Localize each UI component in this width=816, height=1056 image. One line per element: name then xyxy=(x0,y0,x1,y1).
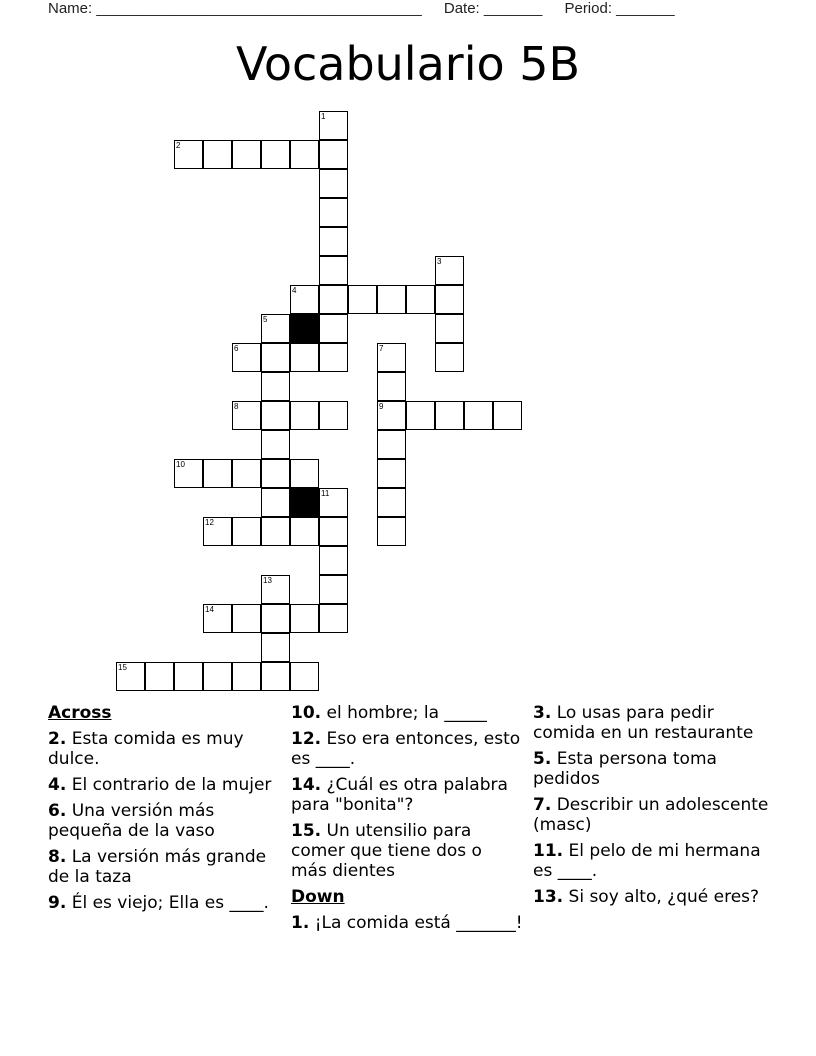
date-field[interactable]: Date: _______ xyxy=(443,0,543,17)
name-field[interactable]: Name: _______________________________________ xyxy=(48,0,422,17)
crossword-cell[interactable] xyxy=(203,604,232,633)
clue-number: 5 xyxy=(263,315,268,324)
crossword-cell[interactable] xyxy=(290,662,319,691)
clue-number: 9 xyxy=(379,402,384,411)
crossword-cell[interactable] xyxy=(406,285,435,314)
crossword-cell[interactable] xyxy=(319,140,348,169)
clue-number: 11 xyxy=(321,489,330,498)
crossword-cell[interactable] xyxy=(435,343,464,372)
crossword-cell[interactable] xyxy=(319,343,348,372)
crossword-cell[interactable] xyxy=(319,575,348,604)
crossword-cell[interactable] xyxy=(145,662,174,691)
crossword-cell[interactable] xyxy=(232,459,261,488)
crossword-cell[interactable] xyxy=(319,401,348,430)
clue-column-1 xyxy=(48,703,280,919)
clue-across-12: 12. Eso era entonces, esto es ____. xyxy=(291,729,521,769)
crossword-cell[interactable] xyxy=(290,401,319,430)
crossword-cell[interactable] xyxy=(232,662,261,691)
down-heading: Down xyxy=(291,887,345,907)
crossword-cell[interactable] xyxy=(377,430,406,459)
crossword-cell[interactable] xyxy=(261,604,290,633)
crossword-cell[interactable] xyxy=(290,517,319,546)
clue-number: 13 xyxy=(263,576,272,585)
crossword-cell[interactable] xyxy=(261,633,290,662)
crossword-cell[interactable] xyxy=(377,285,406,314)
crossword-cell[interactable] xyxy=(377,343,406,372)
crossword-cell[interactable] xyxy=(174,662,203,691)
crossword-cell[interactable] xyxy=(174,459,203,488)
crossword-cell[interactable] xyxy=(261,575,290,604)
crossword-cell[interactable] xyxy=(464,401,493,430)
clue-across-4: 4. El contrario de la mujer xyxy=(48,775,272,795)
crossword-cell[interactable] xyxy=(261,662,290,691)
clue-across-10: 10. el hombre; la _____ xyxy=(291,703,487,723)
clue-down-1: 1. ¡La comida está _______! xyxy=(291,913,523,933)
crossword-cell[interactable] xyxy=(406,401,435,430)
across-heading: Across xyxy=(48,703,112,723)
clue-across-2: 2. Esta comida es muy dulce. xyxy=(48,729,244,769)
crossword-cell[interactable] xyxy=(290,285,319,314)
clue-number: 15 xyxy=(118,663,127,672)
clue-down-5: 5. Esta persona toma pedidos xyxy=(533,749,717,789)
crossword-cell[interactable] xyxy=(377,517,406,546)
clue-column-2 xyxy=(291,703,523,939)
crossword-cell[interactable] xyxy=(377,372,406,401)
clue-number: 4 xyxy=(292,286,297,295)
crossword-cell[interactable] xyxy=(319,314,348,343)
crossword-cell[interactable] xyxy=(319,604,348,633)
clue-number: 12 xyxy=(205,518,214,527)
clue-number: 14 xyxy=(205,605,214,614)
crossword-cell[interactable] xyxy=(319,227,348,256)
crossword-cell[interactable] xyxy=(261,372,290,401)
crossword-cell[interactable] xyxy=(290,459,319,488)
clue-number: 8 xyxy=(234,402,239,411)
crossword-cell[interactable] xyxy=(261,343,290,372)
clue-across-9: 9. Él es viejo; Ella es ____. xyxy=(48,893,269,913)
clue-across-6: 6. Una versión más pequeña de la vaso xyxy=(48,801,215,841)
clue-number: 10 xyxy=(176,460,185,469)
crossword-cell[interactable] xyxy=(261,314,290,343)
crossword-cell[interactable] xyxy=(261,488,290,517)
crossword-cell[interactable] xyxy=(203,459,232,488)
crossword-cell[interactable] xyxy=(319,198,348,227)
clue-down-3: 3. Lo usas para pedir comida en un restaurante xyxy=(533,703,754,743)
clue-column-3 xyxy=(533,703,773,913)
crossword-cell[interactable] xyxy=(232,517,261,546)
crossword-cell[interactable] xyxy=(261,430,290,459)
crossword-cell[interactable] xyxy=(435,314,464,343)
clue-number: 3 xyxy=(437,257,442,266)
crossword-cell[interactable] xyxy=(203,517,232,546)
crossword-cell[interactable] xyxy=(290,140,319,169)
crossword-cell[interactable] xyxy=(348,285,377,314)
crossword-cell[interactable] xyxy=(290,604,319,633)
clue-number: 1 xyxy=(321,112,326,121)
crossword-cell[interactable] xyxy=(377,401,406,430)
clue-down-7: 7. Describir un adolescente (masc) xyxy=(533,795,769,835)
page-title: Vocabulario 5B xyxy=(235,37,581,91)
crossword-cell[interactable] xyxy=(261,140,290,169)
crossword-cell[interactable] xyxy=(203,140,232,169)
crossword-cell[interactable] xyxy=(203,662,232,691)
crossword-cell[interactable] xyxy=(319,517,348,546)
crossword-cell[interactable] xyxy=(232,604,261,633)
crossword-cell[interactable] xyxy=(174,140,203,169)
crossword-cell[interactable] xyxy=(319,546,348,575)
clue-across-15: 15. Un utensilio para comer que tiene dos o más dientes xyxy=(291,821,482,881)
crossword-cell[interactable] xyxy=(435,401,464,430)
clue-down-11: 11. El pelo de mi hermana es ____. xyxy=(533,841,761,881)
crossword-block xyxy=(290,488,319,517)
crossword-cell[interactable] xyxy=(377,488,406,517)
clue-number: 2 xyxy=(176,141,181,150)
crossword-block xyxy=(290,314,319,343)
crossword-cell[interactable] xyxy=(319,169,348,198)
crossword-cell[interactable] xyxy=(261,401,290,430)
clue-across-8: 8. La versión más grande de la taza xyxy=(48,847,267,887)
crossword-cell[interactable] xyxy=(261,459,290,488)
crossword-cell[interactable] xyxy=(261,517,290,546)
crossword-cell[interactable] xyxy=(377,459,406,488)
crossword-cell[interactable] xyxy=(319,285,348,314)
crossword-cell[interactable] xyxy=(116,662,145,691)
crossword-cell[interactable] xyxy=(319,488,348,517)
clue-across-14: 14. ¿Cuál es otra palabra para "bonita"? xyxy=(291,775,508,815)
crossword-cell[interactable] xyxy=(232,401,261,430)
clue-number: 6 xyxy=(234,344,239,353)
crossword-cell[interactable] xyxy=(232,140,261,169)
clue-number: 7 xyxy=(379,344,384,353)
crossword-cell[interactable] xyxy=(493,401,522,430)
period-field[interactable]: Period: _______ xyxy=(564,0,675,17)
crossword-cell[interactable] xyxy=(290,343,319,372)
crossword-cell[interactable] xyxy=(319,111,348,140)
crossword-cell[interactable] xyxy=(319,256,348,285)
clue-down-13: 13. Si soy alto, ¿qué eres? xyxy=(533,887,760,907)
crossword-cell[interactable] xyxy=(435,256,464,285)
crossword-cell[interactable] xyxy=(435,285,464,314)
crossword-cell[interactable] xyxy=(232,343,261,372)
